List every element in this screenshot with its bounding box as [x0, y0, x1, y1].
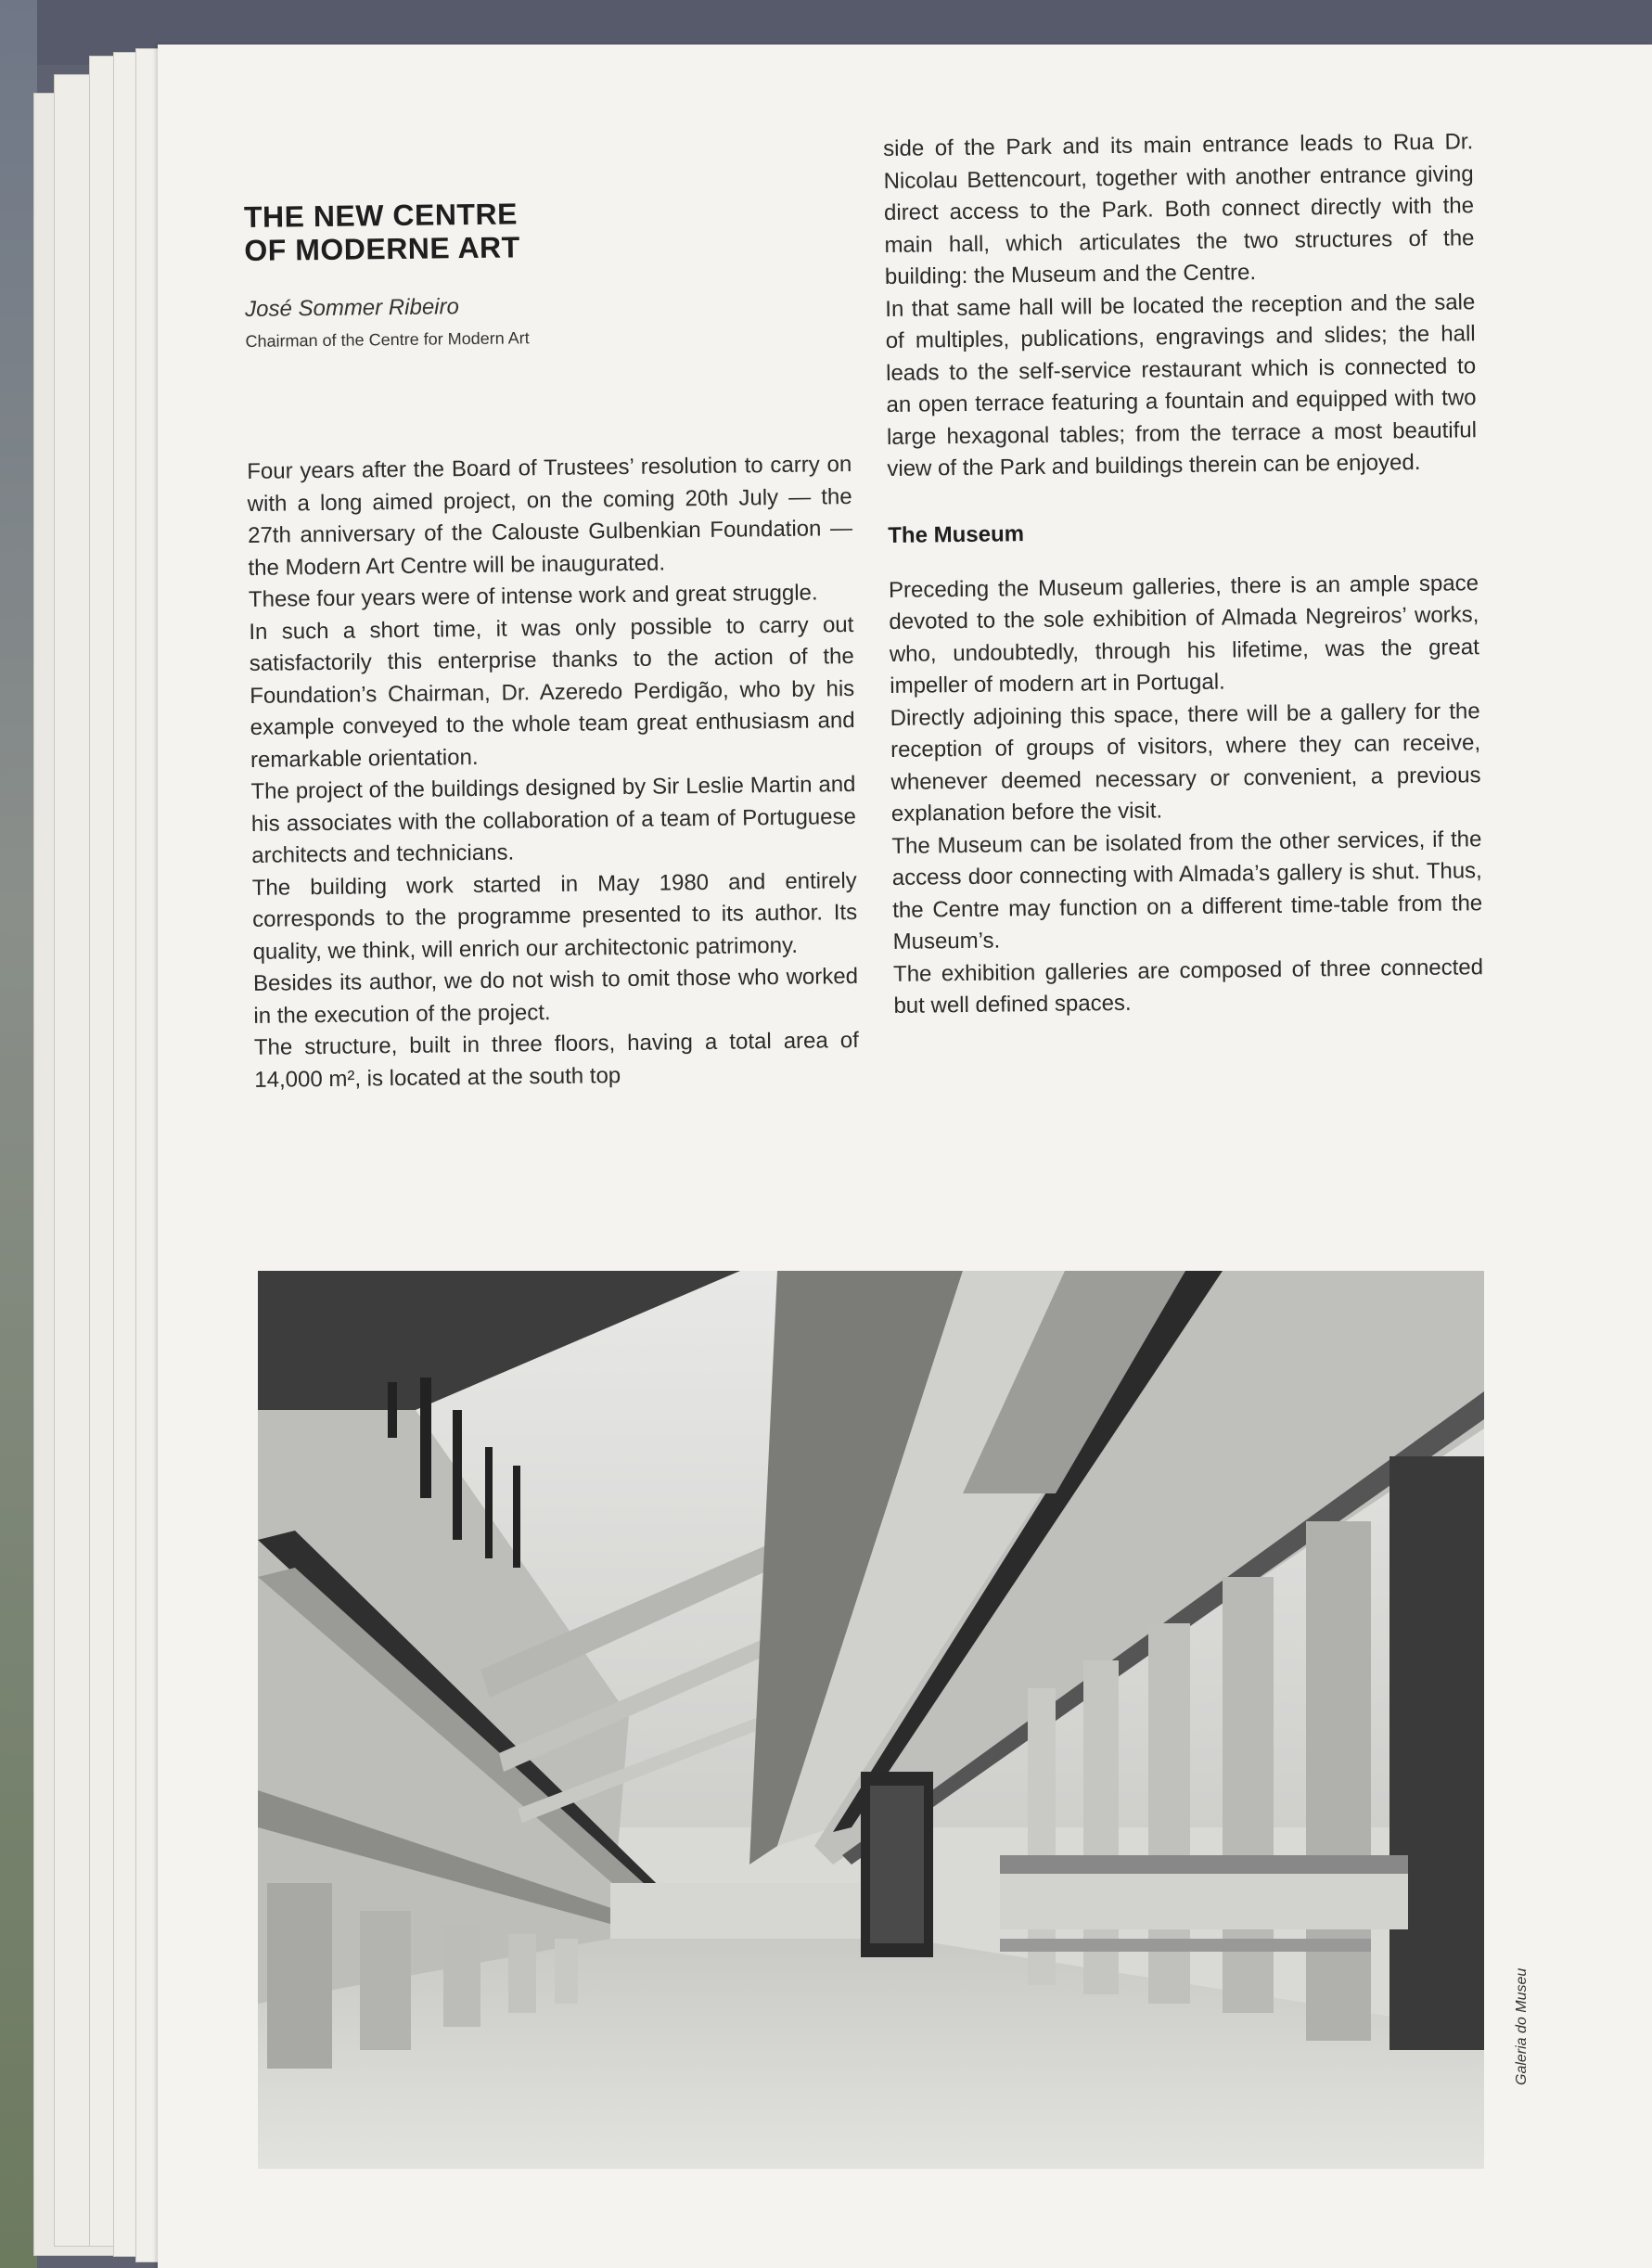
- author-role: Chairman of the Centre for Modern Art: [245, 328, 530, 351]
- article-title: [244, 195, 727, 267]
- backdrop-left: [0, 0, 37, 2268]
- paragraph: These four years were of intense work and great struggle.: [248, 580, 818, 612]
- paragraph: Besides its author, we do not wish to omit those who worked in the execution of the project.: [252, 963, 859, 1029]
- paragraph: Directly adjoining this space, there will be a gallery for the reception of groups of visitors, where they can receive, whenever deemed necessary or convenient, a previous explanation before the visit.: [890, 698, 1481, 826]
- museum-gallery-photo: [258, 1271, 1484, 2169]
- paragraph: The project of the buildings designed by Sir Leslie Martin and his associates with the collaboration of a team of Portuguese architects and technicians.: [250, 771, 857, 868]
- photo-credit: Galeria do Museu: [1514, 1967, 1530, 2085]
- paragraph: The Museum can be isolated from the other services, if the access door connecting with Almada’s gallery is shut. Thus, the Centre may function on a different time-table from the Museum’s.: [891, 826, 1483, 955]
- museum-section-body: [889, 568, 1484, 1023]
- title-line-2: OF MODERNE ART: [244, 230, 520, 267]
- paragraph: Preceding the Museum galleries, there is an ample space devoted to the sole exhibition of Almada Negreiros’ works, who, undoubtedly, through his lifetime, was the great impeller of modern art in Portugal.: [888, 570, 1479, 698]
- left-column-body: [247, 449, 859, 1096]
- gallery-interior-illustration: [258, 1271, 1484, 2169]
- paragraph: In that same hall will be located the reception and the sale of multiples, publications, engravings and slides; the hall leads to the self-service restaurant which is connected to an open terrace featuring a fountain and equipped with two large hexagonal tables; from the terrace a most beautiful view of the Park and buildings therein can be enjoyed.: [885, 288, 1478, 481]
- paragraph: side of the Park and its main entrance leads to Rua Dr. Nicolau Bettencourt, together with another entrance giving direct access to the Park. Both connect directly with the main hall, which articulates the two structures of the building: the Museum and the Centre.: [883, 129, 1475, 289]
- right-column-body: [883, 126, 1478, 485]
- paragraph: The structure, built in three floors, having a total area of 14,000 m², is located at the south top: [253, 1027, 859, 1093]
- author-name: José Sommer Ribeiro: [244, 294, 460, 322]
- paragraph: In such a short time, it was only possible to carry out satisfactorily this enterprise thanks to the action of the Foundation’s Chairman, Dr. Azeredo Perdigão, who by his example conveyed to the whole team great enthusiasm and remarkable orientation.: [249, 611, 855, 773]
- magazine-page: [158, 45, 1652, 2268]
- title-line-1: THE NEW CENTRE: [243, 197, 519, 234]
- section-heading: The Museum: [888, 520, 1025, 548]
- paragraph: Four years after the Board of Trustees’ resolution to carry on with a long aimed project, on the coming 20th July — the 27th anniversary of the Calouste Gulbenkian Foundation — the Modern Art Centre will be inaugurated.: [247, 452, 853, 581]
- paragraph: The building work started in May 1980 and entirely corresponds to the programme presented to its author. Its quality, we think, will enrich our architectonic patrimony.: [251, 867, 858, 965]
- paragraph: The exhibition galleries are composed of three connected but well defined spaces.: [892, 954, 1484, 1019]
- left-column: [243, 139, 859, 1096]
- right-column: [883, 126, 1484, 1022]
